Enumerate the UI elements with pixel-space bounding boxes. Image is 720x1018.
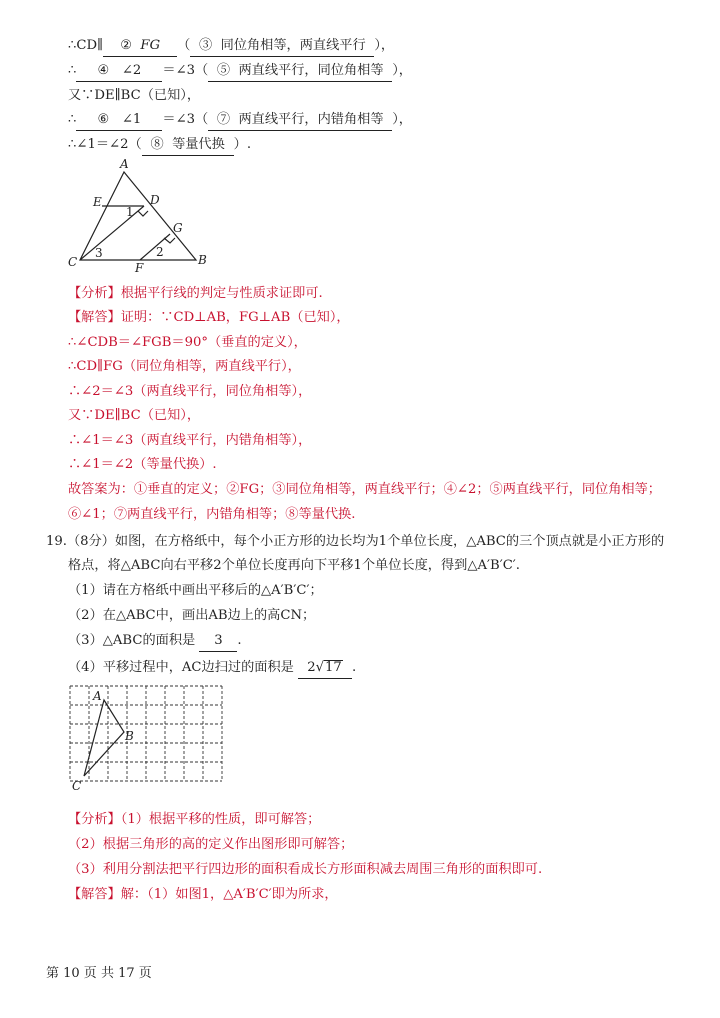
grid-point-b-label: B bbox=[125, 729, 134, 743]
point-e-label: E bbox=[93, 195, 102, 209]
answer-step: ∴∠CDB＝∠FGB＝90°（垂直的定义）， bbox=[68, 335, 307, 350]
analysis-2: 【分析】（1）根据平移的性质，即可解答； bbox=[68, 812, 321, 827]
analysis-1: 【分析】根据平行线的判定与性质求证即可. bbox=[68, 286, 323, 301]
point-b-label: B bbox=[198, 253, 207, 267]
angle-2-label: 2 bbox=[156, 245, 164, 259]
grid-point-a-label: A bbox=[93, 689, 102, 703]
question-19-part-1: （1）请在方格纸中画出平移后的△A′B′C′； bbox=[68, 583, 323, 598]
final-answer-2: ⑥∠1；⑦两直线平行，内错角相等；⑧等量代换. bbox=[68, 507, 356, 522]
grid-point-c-label: C bbox=[72, 779, 82, 793]
question-19-part-4: （4）平移过程中，AC边扫过的面积是 2√17 . bbox=[68, 658, 356, 679]
proof-line-4: ∴ ⑥ ∠1 ＝∠3（ ⑦ 两直线平行，内错角相等 ）， bbox=[68, 110, 412, 131]
question-19-part-3: （3）△ABC的面积是 3 . bbox=[68, 631, 242, 652]
proof-line-2: ∴ ④ ∠2 ＝∠3（ ⑤ 两直线平行，同位角相等 ）， bbox=[68, 61, 412, 82]
question-19-head-2: 格点，将△ABC向右平移2个单位长度再向下平移1个单位长度，得到△A′B′C′. bbox=[68, 558, 520, 573]
answer-step: ∴∠1＝∠2（等量代换）. bbox=[68, 457, 217, 472]
point-c-label: C bbox=[68, 255, 78, 269]
point-f-label: F bbox=[135, 261, 144, 274]
answer-step: 又∵DE∥BC（已知）， bbox=[68, 408, 201, 423]
answer-step: ∴CD∥FG（同位角相等，两直线平行）， bbox=[68, 359, 301, 374]
angle-3-label: 3 bbox=[95, 246, 103, 260]
question-19-part-2: （2）在△ABC中，画出AB边上的高CN； bbox=[68, 608, 316, 623]
proof-line-3: 又∵DE∥BC（已知）， bbox=[68, 88, 201, 103]
triangle-figure bbox=[60, 156, 220, 274]
angle-1-label: 1 bbox=[126, 205, 134, 219]
proof-line-1: ∴CD∥ ② FG （ ③ 同位角相等，两直线平行 ）， bbox=[68, 36, 394, 57]
point-g-label: G bbox=[173, 221, 183, 235]
point-d-label: D bbox=[150, 193, 160, 207]
grid-figure bbox=[64, 684, 224, 796]
question-19-head: 19.（8分）如图，在方格纸中，每个小正方形的边长均为1个单位长度，△ABC的三个顶点就是小正方形的 bbox=[46, 534, 665, 549]
point-a-label: A bbox=[120, 157, 129, 171]
final-answer-1: 故答案为：①垂直的定义；②FG；③同位角相等，两直线平行；④∠2；⑤两直线平行，同位角相等； bbox=[68, 482, 661, 497]
analysis-2-line-2: （2）根据三角形的高的定义作出图形即可解答； bbox=[68, 837, 354, 852]
answer-step: ∴∠1＝∠3（两直线平行，内错角相等）， bbox=[68, 433, 312, 448]
answer-2: 【解答】解：（1）如图1，△A′B′C′即为所求， bbox=[68, 887, 338, 902]
analysis-2-line-3: （3）利用分割法把平行四边形的面积看成长方形面积减去周围三角形的面积即可. bbox=[68, 862, 543, 877]
answer-1: 【解答】证明：∵CD⊥AB，FG⊥AB（已知）， bbox=[68, 310, 350, 325]
page-footer: 第 10 页 共 17 页 bbox=[46, 966, 152, 981]
proof-line-5: ∴∠1＝∠2（ ⑧ 等量代换 ）. bbox=[68, 135, 251, 156]
answer-step: ∴∠2＝∠3（两直线平行，同位角相等）， bbox=[68, 384, 312, 399]
